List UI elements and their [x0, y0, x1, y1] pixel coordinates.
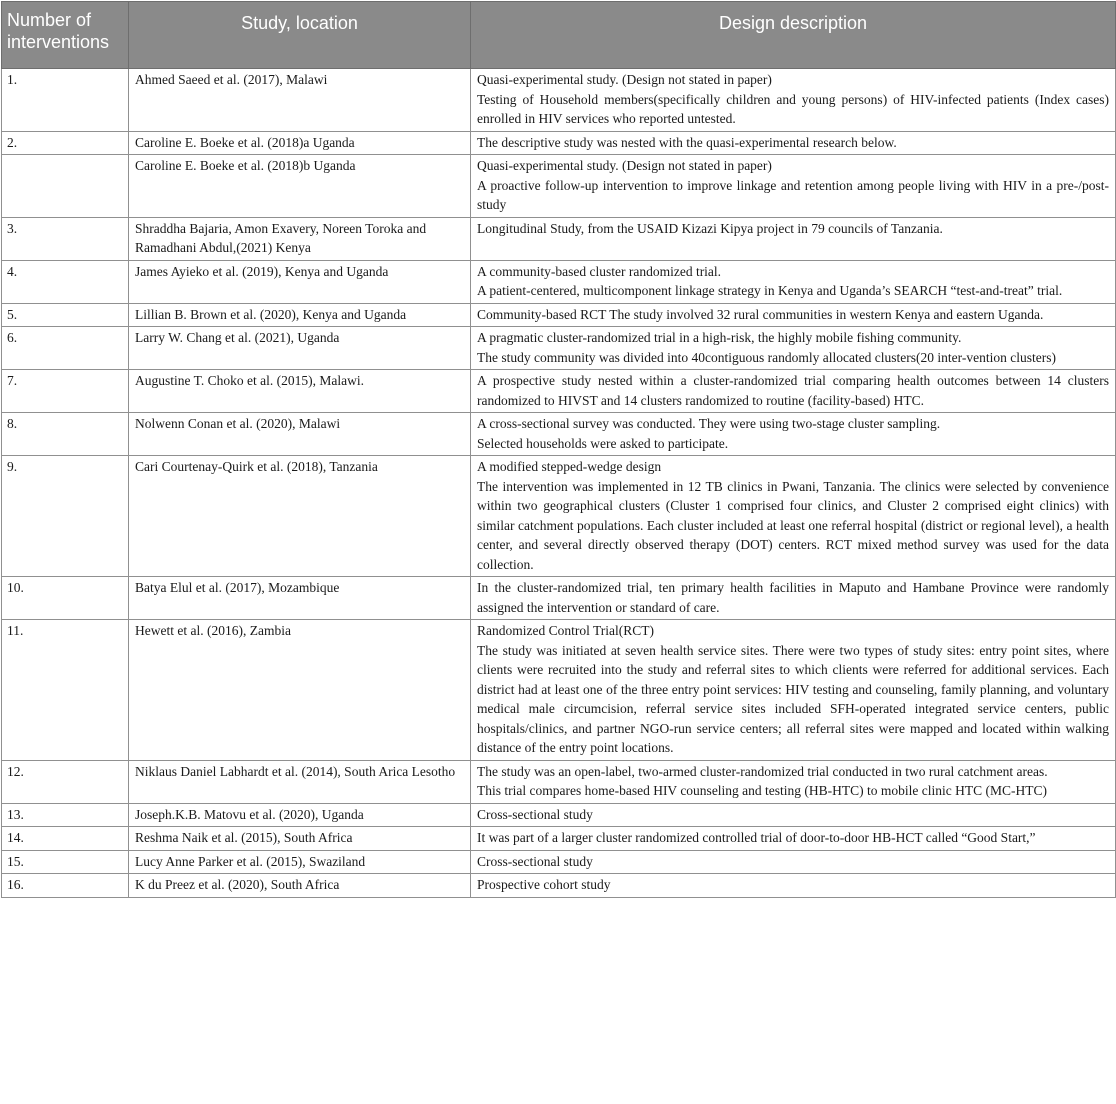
design-paragraph: Longitudinal Study, from the USAID Kizazi Kipya project in 79 councils of Tanzania. — [477, 220, 943, 236]
intervention-number: 6. — [2, 327, 129, 370]
study-location: Larry W. Chang et al. (2021), Uganda — [129, 327, 471, 370]
design-paragraph: Cross-sectional study — [477, 853, 593, 869]
table-row — [2, 413, 1116, 456]
design-paragraph: Community-based RCT The study involved 32 rural communities in western Kenya and eastern Uganda. — [477, 306, 1044, 322]
intervention-number: 4. — [2, 260, 129, 303]
design-paragraph: A cross-sectional survey was conducted. They were using two-stage cluster sampling. — [477, 416, 941, 431]
design-paragraph: The study was initiated at seven health service sites. There were two types of study sites: entry point sites, where clients were recruited into the study and referral sites to which clients were referred for additional services. Each district had at least one of the three entry point services: HIV testing and counseling, family planning, and voluntary medical male circumcision, referral service sites included SFH-operated integrated service centers, public hospitals/clinics, and partner NGO-run service centers; all referral sites were mapped and located within walking distance of the entry point locations. — [477, 642, 1109, 755]
intervention-number: 16. — [2, 874, 129, 898]
intervention-number — [2, 155, 129, 218]
design-description — [471, 370, 1116, 413]
design-description — [471, 827, 1116, 851]
table-row — [2, 260, 1116, 303]
design-paragraph: The study was an open-label, two-armed cluster-randomized trial conducted in two rural catchment areas. — [477, 763, 1048, 779]
intervention-number: 11. — [2, 620, 129, 761]
intervention-number: 7. — [2, 370, 129, 413]
design-paragraph: The study community was divided into 40contiguous randomly allocated clusters(20 inter-vention clusters) — [477, 349, 1056, 365]
design-description — [471, 131, 1116, 155]
intervention-number: 13. — [2, 803, 129, 827]
intervention-number: 5. — [2, 303, 129, 327]
design-paragraph: Quasi-experimental study. (Design not stated in paper) — [477, 72, 772, 87]
intervention-number: 1. — [2, 69, 129, 132]
design-paragraph: The intervention was implemented in 12 TB clinics in Pwani, Tanzania. The clinics were selected by convenience within two geographical clusters (Cluster 1 comprised four clinics, and Cluster 2 comprised eight clinics) with similar catchment populations. Each cluster included at least one referral hospital (district or regional level), a health center, and several directly observed therapy (DOT) centers. RCT mixed method survey was used for the data collection. — [477, 478, 1109, 572]
table-row — [2, 827, 1116, 851]
design-description — [471, 577, 1116, 620]
table-row — [2, 760, 1116, 803]
table-body — [2, 69, 1116, 898]
design-description — [471, 413, 1116, 456]
header-study-location: Study, location — [129, 2, 471, 69]
design-paragraph: A patient-centered, multicomponent linkage strategy in Kenya and Uganda’s SEARCH “test-and-treat” trial. — [477, 283, 1063, 298]
table-row — [2, 155, 1116, 218]
study-location: Batya Elul et al. (2017), Mozambique — [129, 577, 471, 620]
study-location: Hewett et al. (2016), Zambia — [129, 620, 471, 761]
design-description — [471, 303, 1116, 327]
design-description — [471, 217, 1116, 260]
intervention-number: 12. — [2, 760, 129, 803]
table-row — [2, 456, 1116, 577]
table-row — [2, 327, 1116, 370]
design-paragraph: Testing of Household members(specifically children and young persons) of HIV-infected patients (Index cases) enrolled in HIV services who reported untested. — [477, 91, 1109, 126]
table-row — [2, 620, 1116, 761]
header-number-of-interventions: Number of interventions — [2, 2, 129, 69]
design-description — [471, 69, 1116, 132]
intervention-number: 14. — [2, 827, 129, 851]
table-row — [2, 803, 1116, 827]
design-description — [471, 155, 1116, 218]
design-description — [471, 260, 1116, 303]
intervention-number: 3. — [2, 217, 129, 260]
study-location: Lucy Anne Parker et al. (2015), Swaziland — [129, 850, 471, 874]
intervention-number: 2. — [2, 131, 129, 155]
design-paragraph: Randomized Control Trial(RCT) — [477, 623, 654, 638]
intervention-number: 8. — [2, 413, 129, 456]
design-paragraph: Selected households were asked to participate. — [477, 435, 729, 451]
table-header — [2, 2, 1116, 69]
intervention-number: 15. — [2, 850, 129, 874]
design-paragraph: In the cluster-randomized trial, ten primary health facilities in Maputo and Hambane Province were randomly assigned the intervention or standard of care. — [477, 580, 1109, 615]
table-row — [2, 131, 1116, 155]
design-paragraph: Quasi-experimental study. (Design not stated in paper) — [477, 158, 772, 173]
header-design-description: Design description — [471, 2, 1116, 69]
design-description — [471, 850, 1116, 874]
design-paragraph: This trial compares home-based HIV counseling and testing (HB-HTC) to mobile clinic HTC (MC-HTC) — [477, 783, 1048, 798]
design-description — [471, 620, 1116, 761]
study-location: Nolwenn Conan et al. (2020), Malawi — [129, 413, 471, 456]
header-row — [2, 2, 1116, 69]
study-location: Joseph.K.B. Matovu et al. (2020), Uganda — [129, 803, 471, 827]
table-row — [2, 303, 1116, 327]
table-row — [2, 850, 1116, 874]
study-location: Lillian B. Brown et al. (2020), Kenya and Uganda — [129, 303, 471, 327]
study-location: Ahmed Saeed et al. (2017), Malawi — [129, 69, 471, 132]
design-paragraph: A proactive follow-up intervention to improve linkage and retention among people living with HIV in a pre-/post- study — [477, 177, 1109, 212]
design-paragraph: Prospective cohort study — [477, 877, 611, 892]
study-location: Caroline E. Boeke et al. (2018)a Uganda — [129, 131, 471, 155]
study-location: K du Preez et al. (2020), South Africa — [129, 874, 471, 898]
design-description — [471, 803, 1116, 827]
design-paragraph: A modified stepped-wedge design — [477, 459, 662, 474]
study-location: Cari Courtenay-Quirk et al. (2018), Tanzania — [129, 456, 471, 577]
design-description — [471, 874, 1116, 898]
design-description — [471, 760, 1116, 803]
studies-table — [1, 1, 1116, 898]
table-row — [2, 577, 1116, 620]
design-paragraph: A prospective study nested within a cluster-randomized trial comparing health outcomes between 14 clusters randomized to HIVST and 14 clusters randomized to routine (facility-based) HTC. — [477, 373, 1109, 408]
design-paragraph: A community-based cluster randomized trial. — [477, 263, 722, 279]
design-paragraph: It was part of a larger cluster randomized controlled trial of door-to-door HB-HCT called “Good Start,” — [477, 830, 1036, 845]
design-description — [471, 327, 1116, 370]
design-paragraph: A pragmatic cluster-randomized trial in a high-risk, the highly mobile fishing community. — [477, 330, 962, 345]
study-location: Augustine T. Choko et al. (2015), Malawi. — [129, 370, 471, 413]
study-location: James Ayieko et al. (2019), Kenya and Uganda — [129, 260, 471, 303]
intervention-number: 9. — [2, 456, 129, 577]
design-description — [471, 456, 1116, 577]
table-row — [2, 370, 1116, 413]
study-location: Caroline E. Boeke et al. (2018)b Uganda — [129, 155, 471, 218]
study-location: Reshma Naik et al. (2015), South Africa — [129, 827, 471, 851]
study-location: Shraddha Bajaria, Amon Exavery, Noreen Toroka and Ramadhani Abdul,(2021) Kenya — [129, 217, 471, 260]
design-paragraph: Cross-sectional study — [477, 806, 593, 822]
table-row — [2, 874, 1116, 898]
design-paragraph: The descriptive study was nested with the quasi-experimental research below. — [477, 134, 897, 150]
study-location: Niklaus Daniel Labhardt et al. (2014), South Arica Lesotho — [129, 760, 471, 803]
intervention-number: 10. — [2, 577, 129, 620]
table-row — [2, 69, 1116, 132]
table-row — [2, 217, 1116, 260]
